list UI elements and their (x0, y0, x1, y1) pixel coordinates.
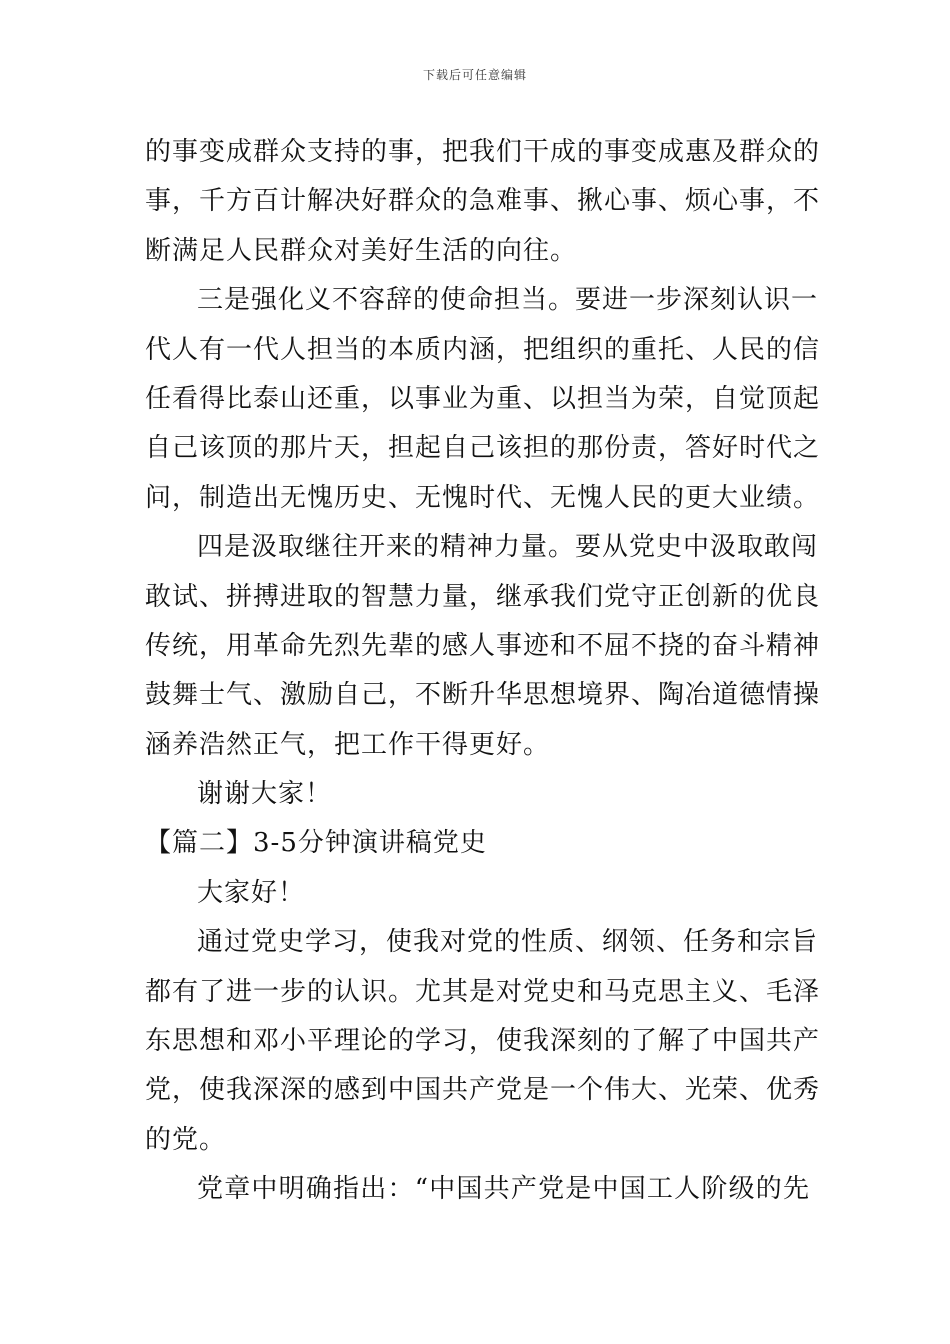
text-line: 事，千方百计解决好群众的急难事、揪心事、烦心事，不 (145, 186, 821, 217)
greeting-line: 大家好！ (197, 877, 306, 908)
text-line: 传统，用革命先烈先辈的感人事迹和不屈不挠的奋斗精神 (145, 630, 821, 661)
text-line: 都有了进一步的认识。尤其是对党史和马克思主义、毛泽 (145, 976, 821, 1007)
text-line: 任看得比泰山还重，以事业为重、以担当为荣，自觉顶起 (145, 383, 821, 414)
section-heading: 【篇二】3-5分钟演讲稿党史 (145, 828, 487, 859)
text-line: 东思想和邓小平理论的学习，使我深刻的了解了中国共产 (145, 1026, 821, 1057)
text-line: 四是汲取继往开来的精神力量。要从党史中汲取敢闯 (197, 532, 819, 563)
text-line: 的党。 (145, 1124, 227, 1155)
document-body (145, 128, 821, 1215)
text-line: 自己该顶的那片天，担起自己该担的那份责，答好时代之 (145, 433, 821, 464)
text-line: 党章中明确指出：“中国共产党是中国工人阶级的先 (197, 1174, 810, 1205)
text-line: 断满足人民群众对美好生活的向往。 (145, 235, 578, 266)
text-line: 问，制造出无愧历史、无愧时代、无愧人民的更大业绩。 (145, 482, 821, 513)
text-line: 涵养浩然正气，把工作干得更好。 (145, 729, 551, 760)
page-header: 下载后可任意编辑 (422, 68, 527, 82)
text-line: 敢试、拼搏进取的智慧力量，继承我们党守正创新的优良 (145, 581, 821, 612)
text-line: 党，使我深深的感到中国共产党是一个伟大、光荣、优秀 (145, 1075, 821, 1106)
text-line: 三是强化义不容辞的使命担当。要进一步深刻认识一 (197, 285, 819, 316)
closing-line: 谢谢大家！ (197, 779, 333, 810)
text-line: 通过党史学习，使我对党的性质、纲领、任务和宗旨 (197, 927, 819, 958)
text-line: 鼓舞士气、激励自己，不断升华思想境界、陶冶道德情操 (145, 680, 821, 711)
text-line: 的事变成群众支持的事，把我们干成的事变成惠及群众的 (145, 137, 821, 167)
text-line: 代人有一代人担当的本质内涵，把组织的重托、人民的信 (145, 334, 821, 365)
